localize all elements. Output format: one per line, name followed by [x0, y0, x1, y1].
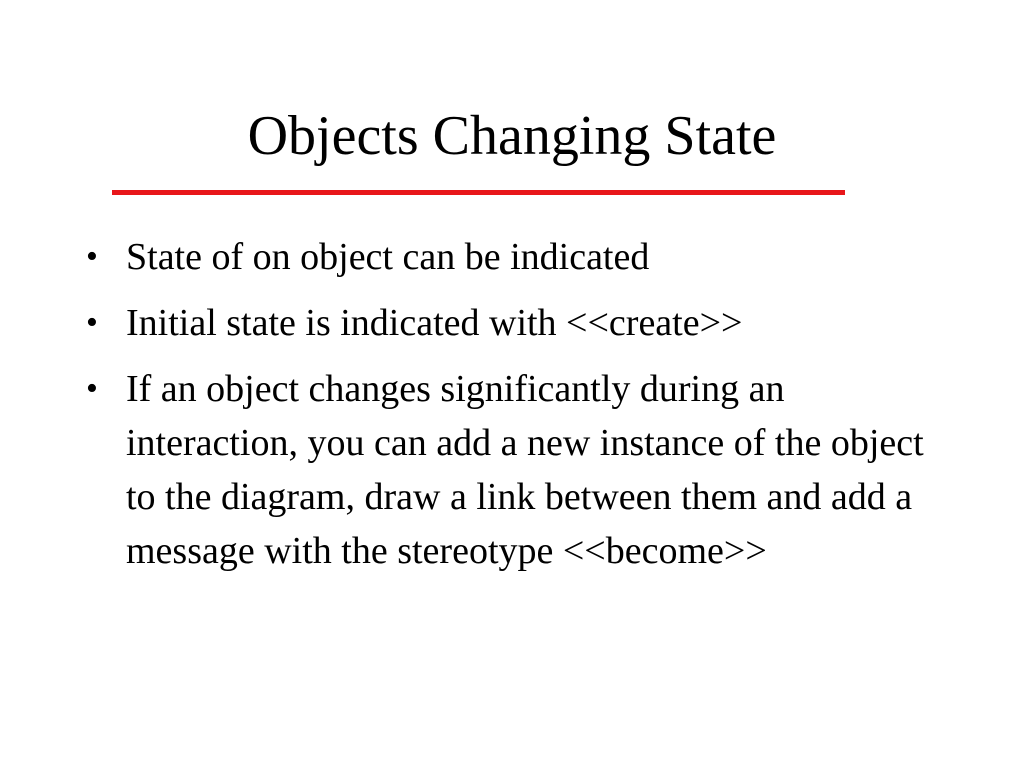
bullet-item: [86, 296, 946, 350]
bullet-text: State of on object can be indicated: [126, 236, 650, 278]
slide-title: Objects Changing State: [247, 105, 777, 167]
bullet-icon: •: [86, 238, 98, 275]
bullet-icon: •: [86, 304, 98, 341]
bullet-text: If an object changes significantly during an interaction, you can add a new instance of the object to the diagram, draw a link between them and add a message with the stereotype <<become>>: [126, 368, 924, 572]
bullet-item: [86, 362, 946, 578]
bullet-text: Initial state is indicated with <<create>>: [126, 302, 743, 344]
bullet-list: [86, 230, 946, 590]
title-underline: [112, 190, 845, 195]
bullet-icon: •: [86, 370, 98, 407]
bullet-item: [86, 230, 946, 284]
